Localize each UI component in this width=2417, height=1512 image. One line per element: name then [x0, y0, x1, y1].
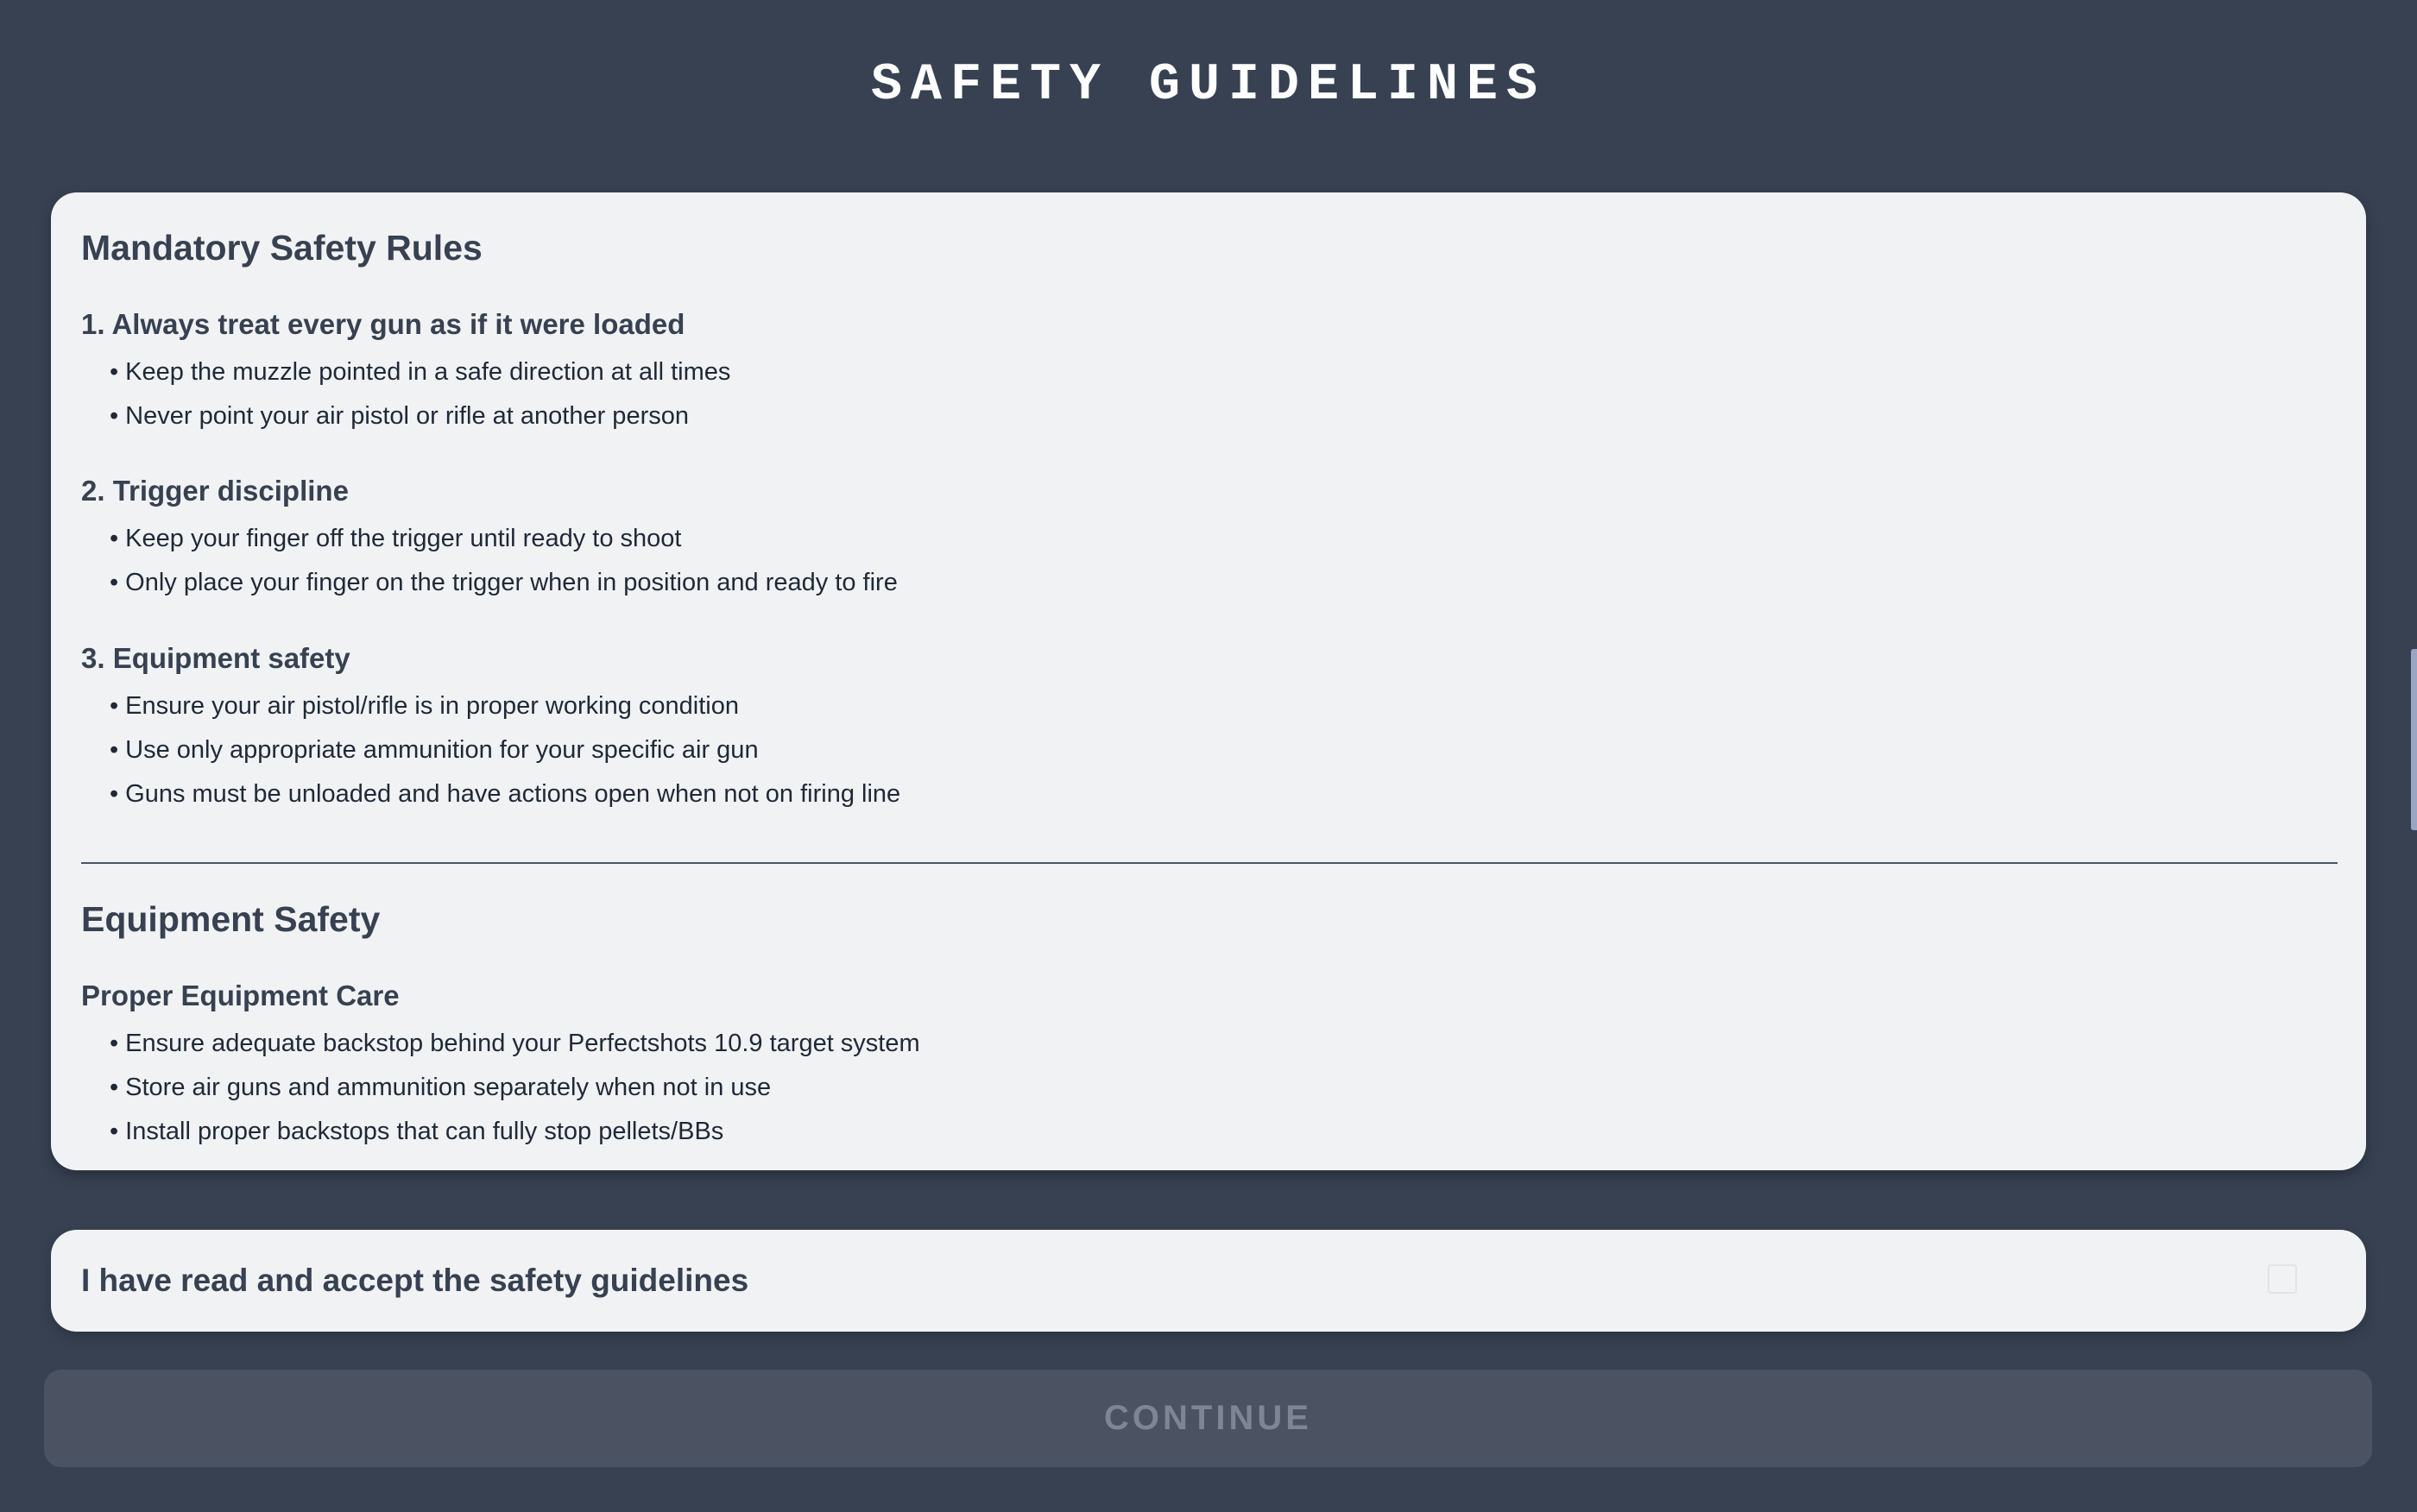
rule-1-heading: 1. Always treat every gun as if it were loaded [81, 308, 685, 340]
rule-3-bullet-1: • Ensure your air pistol/rifle is in proper working condition [110, 692, 739, 720]
bullet-icon: • [110, 402, 119, 430]
page-title: SAFETY GUIDELINES [870, 56, 1547, 115]
bullet-icon: • [110, 780, 119, 808]
equipment-bullet-3: • Install proper backstops that can fully stop pellets/BBs [110, 1118, 724, 1145]
rule-3-bullet-3: • Guns must be unloaded and have actions open when not on firing line [110, 780, 901, 808]
safety-guidelines-card[interactable] [51, 192, 2366, 1170]
section-divider [81, 862, 2338, 864]
bullet-icon: • [110, 525, 119, 552]
rule-3-heading: 3. Equipment safety [81, 642, 350, 674]
rule-2-heading: 2. Trigger discipline [81, 475, 349, 507]
accept-guidelines-checkbox[interactable] [2268, 1264, 2297, 1294]
accept-guidelines-row[interactable] [51, 1230, 2366, 1332]
rule-1-bullet-1: • Keep the muzzle pointed in a safe direction at all times [110, 358, 731, 386]
rule-3-bullet-2: • Use only appropriate ammunition for your specific air gun [110, 736, 759, 764]
scrollbar-thumb[interactable] [2411, 649, 2417, 830]
accept-guidelines-label[interactable]: I have read and accept the safety guidelines [81, 1263, 749, 1298]
equipment-safety-heading: Equipment Safety [81, 899, 381, 939]
rule-2-bullet-2: • Only place your finger on the trigger when in position and ready to fire [110, 569, 898, 596]
bullet-icon: • [110, 1030, 119, 1057]
equipment-bullet-1: • Ensure adequate backstop behind your Perfectshots 10.9 target system [110, 1030, 920, 1057]
mandatory-rules-heading: Mandatory Safety Rules [81, 228, 483, 268]
bullet-icon: • [110, 358, 119, 386]
bullet-icon: • [110, 736, 119, 764]
bullet-icon: • [110, 692, 119, 720]
bullet-icon: • [110, 569, 119, 596]
bullet-icon: • [110, 1074, 119, 1101]
equipment-bullet-2: • Store air guns and ammunition separately when not in use [110, 1074, 772, 1101]
rule-2-bullet-1: • Keep your finger off the trigger until ready to shoot [110, 525, 682, 552]
bullet-icon: • [110, 1118, 119, 1145]
rule-1-bullet-2: • Never point your air pistol or rifle at another person [110, 402, 689, 430]
continue-button[interactable]: CONTINUE [44, 1370, 2372, 1467]
equipment-care-heading: Proper Equipment Care [81, 980, 400, 1011]
